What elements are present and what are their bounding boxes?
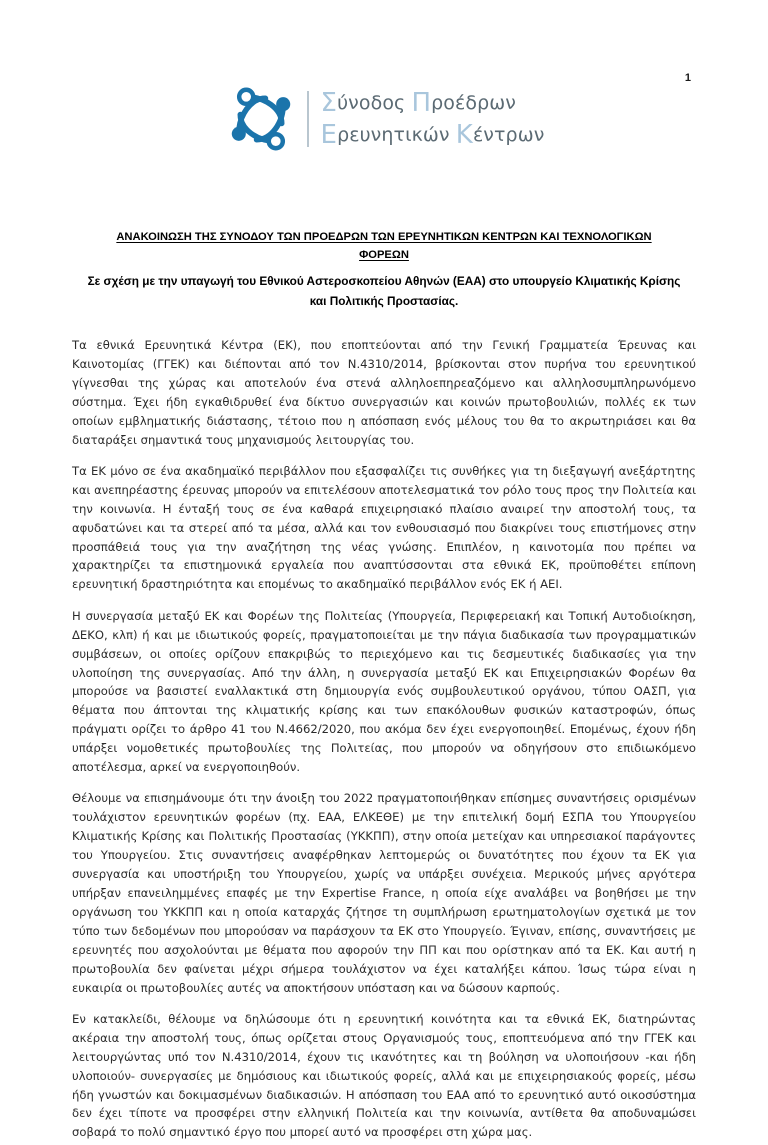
logo-word-erevnitikon: ρευνητικών [337, 124, 450, 146]
logo-cap-pi: Π [411, 88, 432, 118]
body-paragraph: Τα εθνικά Ερευνητικά Κέντρα (ΕΚ), που εποπτεύονται από την Γενική Γραμματεία Έρευνας και Καινοτομίας (ΓΓΕΚ) και διέπονται από τον Ν.4310/2014, βρίσκονται στον πυρήνα του ερευνητικού γίγνεσθαι της χώρας και αποτελούν ένα στενά αλληλοεπηρεαζόμενο και αλληλοσυμπληρωνόμενο σύστημα. Έχει ήδη εγκαθιδρυθεί ένα δίκτυο συνεργασιών και κοινών πρωτοβουλιών, πολλές εκ των οποίων εμβληματικής διάστασης, τέτοιο που η απόσπαση ενός μέλους του θα το ακρωτηριάσει και θα διαταράξει σημαντικά τους μηχανισμούς λειτουργίας του. [72, 338, 696, 447]
logo-line-2 [321, 122, 545, 148]
document-title-line-2: ΦΟΡΕΩΝ [359, 249, 409, 262]
body-paragraph: Εν κατακλείδι, θέλουμε να δηλώσουμε ότι η ερευνητική κοινότητα και τα εθνικά ΕΚ, διατηρώντας ακέραια την αποστολή τους, όπως ορίζεται στους Οργανισμούς τους, εποπτευόμενα από την ΓΓΕΚ και λειτουργώντας υπό τον Ν.4310/2014, έχουν τις ικανότητες και τη βούληση να υλοποιήσουν -και ήδη υλοποιούν- συνεργασίες με δημόσιους και ιδιωτικούς φορείς, αλλά και με επιχειρησιακούς φορείς, μέσω ήδη γνωστών και δοκιμασμένων διαδικασιών. Η απόσπαση του ΕΑΑ από το ερευνητικό αυτό οικοσύστημα δεν έχει τίποτε να προσφέρει στην ελληνική Πολιτεία και την κοινωνία, αντίθετα θα αποδυναμώσει σοβαρά το πολύ σημαντικό έργο που μπορεί αυτό να προσφέρει στη χώρα μας. [72, 1011, 696, 1140]
body-paragraph: Η συνεργασία μεταξύ ΕΚ και Φορέων της Πολιτείας (Υπουργεία, Περιφερειακή και Τοπική Αυτοδιοίκηση, ΔΕΚΟ, κλπ) ή και με ιδιωτικούς φορείς, πραγματοποιείται με την πάγια διαδικασία των προγραμματικών συμβάσεων, οι οποίες ορίζουν επακριβώς το περιεχόμενο και τις δεσμευτικές διαδικασίες για την υλοποίηση της συνεργασίας. Από την άλλη, η συνεργασία μεταξύ ΕΚ και Επιχειρησιακών Φορέων θα μπορούσε να βασιστεί εναλλακτικά στη δημιουργία ενός συμβουλευτικού οργάνου, τύπου ΟΑΣΠ, για θέματα που άπτονται της κλιματικής κρίσης και των επακόλουθων φυσικών καταστροφών, όπως πράγματι ορίζει το άρθρο 41 του Ν.4662/2020, που ακόμα δεν έχει ενεργοποιηθεί. Επομένως, έχουν ήδη υπάρξει νομοθετικές πρωτοβουλίες της Πολιτείας, που μπορούν να οδηγήσουν στο επιδιωκόμενο αποτέλεσμα, αρκεί να ενεργοποιηθούν. [72, 608, 696, 775]
page-number: 1 [684, 72, 691, 84]
organization-logo [224, 80, 545, 158]
logo-word-synodos: ύνοδος [337, 92, 406, 114]
document-title [96, 228, 672, 264]
document-title-line-1: ΑΝΑΚΟΙΝΩΣΗ ΤΗΣ ΣΥΝΟΔΟΥ ΤΩΝ ΠΡΟΕΔΡΩΝ ΤΩΝ ΕΡΕΥΝΗΤΙΚΩΝ ΚΕΝΤΡΩΝ ΚΑΙ ΤΕΧΝΟΛΟΓΙΚΩΝ [116, 231, 652, 243]
logo-word-proedron: ροέδρων [431, 92, 516, 114]
logo-line-1 [321, 90, 545, 116]
body-paragraph: Θέλουμε να επισημάνουμε ότι την άνοιξη του 2022 πραγματοποιήθηκαν επίσημες συναντήσεις ορισμένων τουλάχιστον ερευνητικών φορέων (πχ. ΕΑΑ, ΕΛΚΕΘΕ) με την επιτελική δομή ΕΣΠΑ του Υπουργείου Κλιματικής Κρίσης και Πολιτικής Προστασίας (ΥΚΚΠΠ), στην οποία μετείχαν και υπηρεσιακοί παράγοντες του Υπουργείου. Στις συναντήσεις αναφέρθηκαν λεπτομερώς οι δυνατότητες που έχουν τα ΕΚ για συνεργασία και υποστήριξη του Υπουργείου, χωρίς να υπάρξει συνέχεια. Μερικούς μήνες αργότερα υπήρξαν επανειλημμένες επαφές με την Expertise France, η οποία είχε αναλάβει να βοηθήσει με την οργάνωση του ΥΚΚΠΠ και η οποία καταρχάς ζήτησε τη συμπλήρωση ερωτηματολογίων σχετικά με τον τύπο των δεδομένων που μπορούσαν να παράσχουν τα ΕΚ στο Υπουργείο. Έγιναν, επίσης, συναντήσεις με ερευνητές που ασχολούνται με θέματα που αφορούν την ΠΠ και που ορίστηκαν από τα ΕΚ. Και αυτή η πρωτοβουλία δεν φαίνεται μέχρι σήμερα τουλάχιστον να έχει καταλήξει κάπου. Ίσως τώρα είναι η ευκαιρία οι πρωτοβουλίες αυτές να αποκτήσουν υπόσταση και να δώσουν καρπούς. [72, 791, 696, 995]
logo-wordmark [321, 90, 545, 148]
document-body [72, 336, 696, 1142]
network-atom-icon [224, 80, 298, 158]
logo-cap-sigma: Σ [320, 88, 338, 118]
logo-cap-kappa: Κ [455, 120, 473, 150]
document-subtitle: Σε σχέση με την υπαγωγή του Εθνικού Αστεροσκοπείου Αθηνών (ΕΑΑ) στο υπουργείο Κλιματικής Κρίσης και Πολιτικής Προστασίας. [87, 274, 681, 308]
document-header [0, 80, 768, 158]
logo-cap-epsilon: Ε [320, 120, 338, 150]
logo-divider [307, 91, 309, 147]
body-paragraph: Τα ΕΚ μόνο σε ένα ακαδημαϊκό περιβάλλον που εξασφαλίζει τις συνθήκες για τη διεξαγωγή ανεξάρτητης και ανεπηρέαστης έρευνας μπορούν να επιτελέσουν αποτελεσματικά τον ρόλο τους προς την Πολιτεία και την κοινωνία. Η ένταξή τους σε ένα καθαρά επιχειρησιακό πλαίσιο αναιρεί την αποστολή τους, τα αφυδατώνει και τα στερεί από τα μέσα, αλλά και τον ενθουσιασμό που διακρίνει τους επιστήμονες στην προσπάθειά τους για την αναζήτηση της νέας γνώσης. Επιπλέον, η καινοτομία που πρέπει να χαρακτηρίζει τα επιστημονικά εργαλεία που αναπτύσσονται στα εθνικά ΕΚ, προϋποθέτει επίπονη ερευνητική δραστηριότητα και επομένως το ακαδημαϊκό περιβάλλον ενός ΕΚ ή ΑΕΙ. [72, 463, 696, 592]
logo-word-kentron: έντρων [472, 124, 545, 146]
